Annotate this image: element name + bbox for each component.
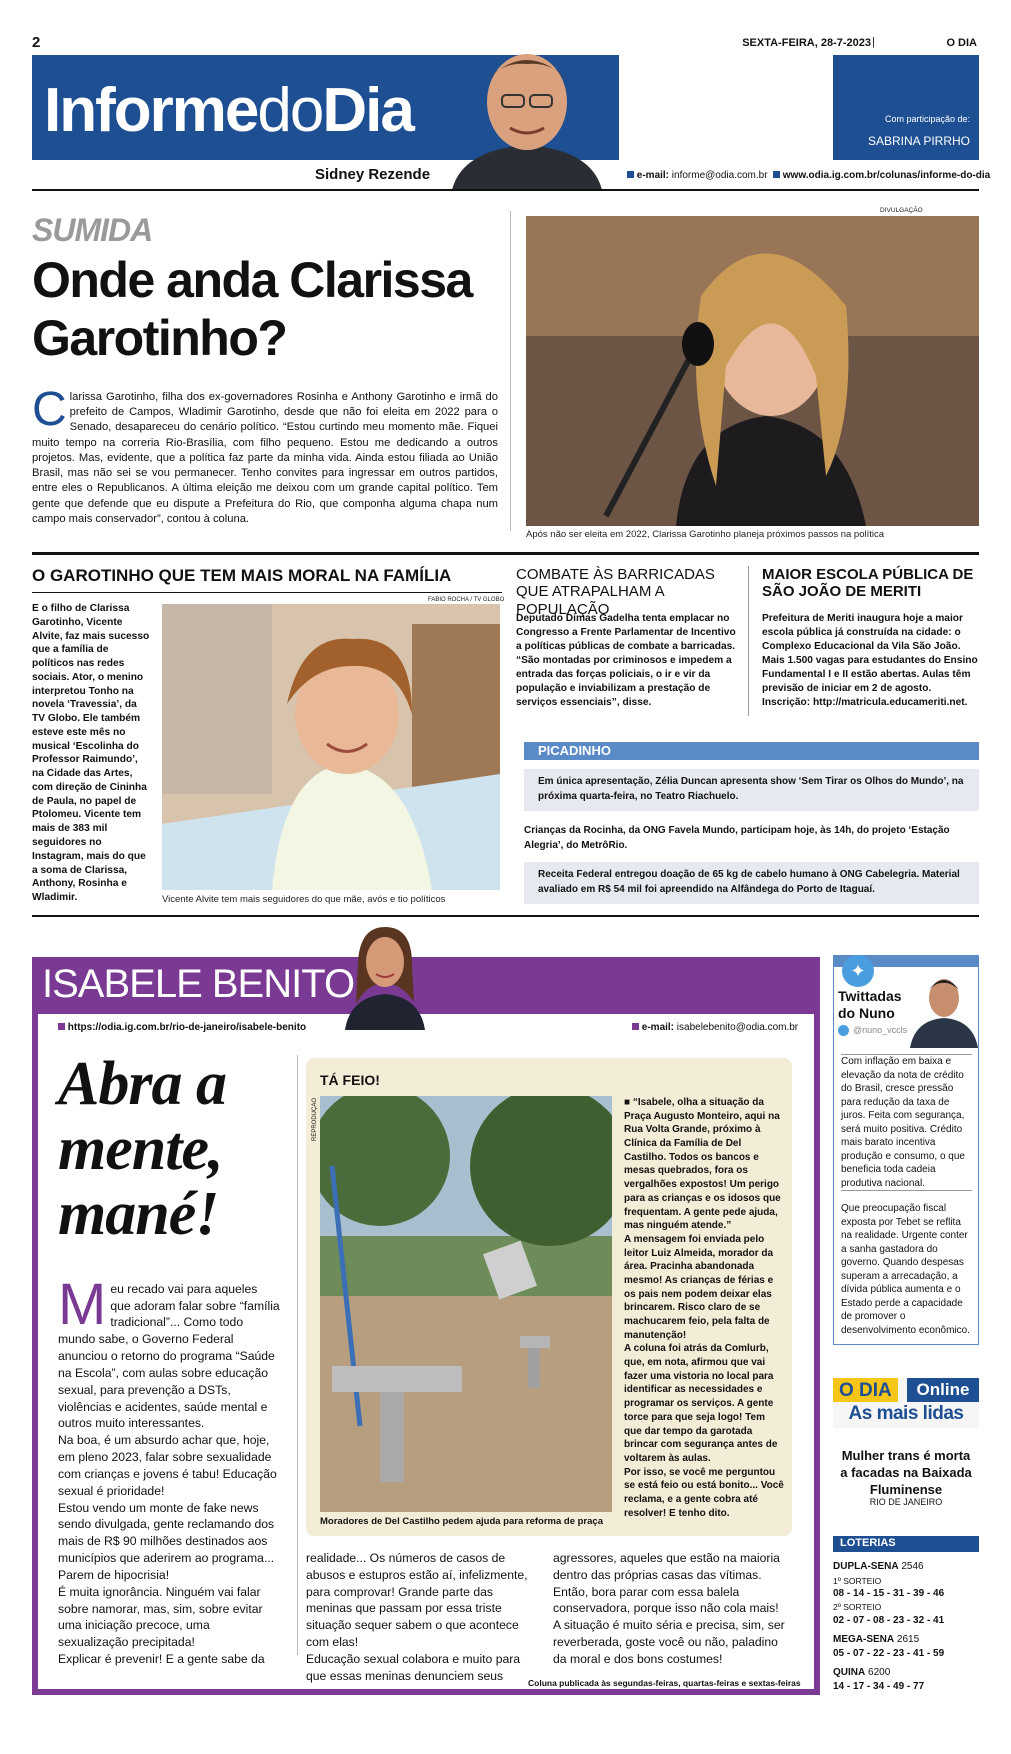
lead-title: Onde anda Clarissa Garotinho? bbox=[32, 252, 472, 366]
mega-name: MEGA-SENA bbox=[833, 1634, 895, 1646]
story2-rule bbox=[32, 592, 502, 593]
lottery-dupla bbox=[833, 1560, 979, 1693]
picadinho-item-1: Em única apresentação, Zélia Duncan apresenta show ‘Sem Tirar os Olhos do Mundo’, na próxima quarta-feira, no Teatro Riachuelo. bbox=[538, 776, 964, 802]
author-name: Sidney Rezende bbox=[315, 166, 431, 183]
isabele-headline: Abra a mente, mané! bbox=[58, 1050, 226, 1249]
lead-divider bbox=[510, 211, 511, 531]
header-email[interactable] bbox=[627, 170, 768, 181]
tafeio-title: TÁ FEIO! bbox=[320, 1072, 380, 1088]
dupla-s2-label: 2º SORTEIO bbox=[833, 1602, 882, 1613]
isabele-email-value: isabelebenito@odia.com.br bbox=[676, 1022, 799, 1033]
dupla-s1-label: 1º SORTEIO bbox=[833, 1575, 882, 1586]
quina-num: 6200 bbox=[868, 1667, 891, 1679]
loterias-title: LOTERIAS bbox=[840, 1537, 896, 1549]
lead-dropcap: C bbox=[32, 383, 67, 436]
picadinho-title: PICADINHO bbox=[538, 743, 611, 758]
lead-photo bbox=[526, 216, 979, 526]
tafeio-caption: Moradores de Del Castilho pedem ajuda para reforma de praça bbox=[320, 1516, 603, 1527]
twitter-p2: Que preocupação fiscal exposta por Tebet se reflita na realidade. Urgente conter a sanha gastadora do governo. Quando despesas superam a arrecadação, a dívida pública aumenta e o Estado perde a capacidade de promover o desenvolvimento econômico. bbox=[841, 1203, 970, 1336]
dupla-num: 2546 bbox=[901, 1561, 924, 1572]
dupla-name: DUPLA-SENA bbox=[833, 1561, 899, 1572]
twitter-p1: Com inflação em baixa e elevação da nota de crédito do Brasil, cresce pressão para redução da taxa de juros. Feita com segurança, será muito positiva. Crédito mais barato incentiva produção e consumo, o que beneficia toda cadeia produtiva nacional. bbox=[841, 1056, 965, 1189]
columnist-portrait bbox=[432, 40, 622, 190]
tafeio-photo bbox=[320, 1096, 612, 1512]
logo-part-a: Informe bbox=[44, 76, 258, 145]
separator: | bbox=[872, 36, 875, 48]
twitter-title-a: Twittadas bbox=[838, 988, 902, 1004]
isabele-dropcap: M bbox=[58, 1271, 107, 1337]
story3-body: Deputado Dimas Gadelha tenta emplacar no Congresso a Frente Parlamentar de Incentivo a políticas públicas de combate a barricadas. “São montadas por criminosos e impedem a entrada das forças policiais, o ir e vir da população e inviabilizam a prestação de serviços essenciais”, disse. bbox=[516, 613, 736, 708]
email-label: e-mail: bbox=[636, 170, 670, 181]
story2-photo bbox=[162, 604, 500, 890]
header-rule bbox=[32, 189, 979, 191]
online-place: RIO DE JANEIRO bbox=[869, 1497, 943, 1507]
story2-photo-credit: FABIO ROCHA / TV GLOBO bbox=[428, 597, 505, 603]
story3-title: COMBATE ÀS BARRICADAS QUE ATRAPALHAM A POPULAÇÃO bbox=[516, 566, 715, 618]
lead-caption: Após não ser eleita em 2022, Clarissa Garotinho planeja próximos passos na política bbox=[526, 529, 885, 540]
story2-title: O GAROTINHO QUE TEM MAIS MORAL NA FAMÍLIA bbox=[32, 566, 452, 585]
story3-divider bbox=[748, 566, 749, 716]
isabele-email-label: e-mail: bbox=[641, 1022, 675, 1033]
twitter-divider bbox=[841, 1190, 972, 1191]
story4-body: Prefeitura de Meriti inaugura hoje a maior escola pública já construída na cidade: o Complexo Educacional da Vila São João. Mais 1.500 vagas para estudantes do Ensino Fundamental I e II estão abertas. Aulas têm previsão de iniciar em 2 de agosto. Inscrição: http://matricula.educameriti.net. bbox=[762, 613, 978, 708]
logo-part-b: do bbox=[257, 76, 323, 145]
site-link: www.odia.ig.com.br/colunas/informe-do-dia bbox=[782, 170, 991, 181]
header-site[interactable] bbox=[773, 170, 990, 181]
quina-values: 14 - 17 - 34 - 49 - 77 bbox=[833, 1680, 925, 1692]
online-brand: O DIA bbox=[833, 1378, 898, 1402]
isabele-footer-note: Coluna publicada às segundas-feiras, quartas-feiras e sextas-feiras bbox=[528, 1678, 801, 1688]
verified-icon bbox=[838, 1025, 849, 1036]
picadinho-item-2: Crianças da Rocinha, da ONG Favela Mundo, participam hoje, às 14h, do projeto ‘Estação Alegria’, do MetrôRio. bbox=[524, 825, 950, 851]
lead-photo-credit: DIVULGAÇÃO bbox=[880, 207, 923, 214]
picadinho-item-3: Receita Federal entregou doação de 65 kg de cabelo humano à ONG Cabelegria. Material avaliado em R$ 54 mil foi apreendido na Alfândega do Porto de Itaguaí. bbox=[538, 869, 960, 895]
lead-body bbox=[32, 383, 498, 527]
dupla-s2-values: 02 - 07 - 08 - 23 - 32 - 41 bbox=[833, 1614, 945, 1626]
dupla-s1-values: 08 - 14 - 15 - 31 - 39 - 46 bbox=[833, 1587, 945, 1599]
isabele-site[interactable] bbox=[58, 1022, 306, 1033]
tafeio-text: ■ “Isabele, olha a situação da Praça Augusto Monteiro, aqui na Rua Volta Grande, próximo à Clínica da Família de Del Castilho. Todos os bancos e mesas quebrados, fora os vergalhões expostos! Um perigo para as crianças e os idosos que frequentam. A gente pede ajuda, mas ninguém atende.” A mensagem foi enviada pelo leitor Luiz Almeida, morador da área. Pracinha abandonada mesmo! As crianças de férias e os pais nem podem deixar elas brincarem. Risco claro de se machucarem feio, pela falta de manutenção! A coluna foi atrás da Comlurb, que, em nota, afirmou que vai fazer uma vistoria no local para identificar as necessidades e programar os serviços. A gente torce para que seja logo! Tem que dar tempo da garotada brincar com segurança antes de voltarem às aulas. Por isso, se você me perguntou se está feio ou está bonito... Você reclama, e a gente cobra até resolver! E tenho dito. bbox=[624, 1097, 784, 1519]
isabele-col1-text: eu recado vai para aqueles que adoram falar sobre “família tradicional”... Como todo mundo sabe, o Governo Federal anunciou o retorno do programa “Saúde na Escola”, com aulas sobre educação sexual, para prevenção a DSTs, violências e acidentes, saúde mental e outros muito interessantes. Na boa, é um absurdo achar que, hoje, em pleno 2023, falar sobre sexualidade com crianças e jovens é tabu! Educação sexual é prioridade! Estou vendo um monte de fake news sendo divulgada, gente reclamando dos mais de R$ 90 milhões destinados aos municípios que aderirem ao programa... Parem de hipocrisia! É muita ignorância. Ninguém vai falar sobre namorar, mas, sim, sobre evitar uma iniciação precoce, uma sexualização precipitada! Explicar é prevenir! E a gente sabe da bbox=[58, 1281, 280, 1667]
page-number: 2 bbox=[32, 34, 41, 51]
date-line: SEXTA-FEIRA, 28-7-2023 bbox=[742, 37, 871, 49]
lead-rule bbox=[32, 552, 979, 555]
twitter-bird-icon: ✦ bbox=[842, 955, 874, 987]
isabele-name: ISABELE BENITO bbox=[42, 962, 355, 1006]
isabele-col1 bbox=[58, 1264, 280, 1668]
isabele-col2: realidade... Os números de casos de abusos e estupros estão aí, infelizmente, para comprovar! Grande parte das meninas que passam por essa triste situação sequer sabem o que acontece com elas! Educação sexual colabora e muito para que essas meninas denunciem seus bbox=[306, 1551, 528, 1683]
logo-part-c: Dia bbox=[322, 76, 413, 145]
twitter-title-b: do Nuno bbox=[838, 1005, 895, 1021]
participation-label: Com participação de: bbox=[884, 114, 970, 124]
mid-rule bbox=[32, 915, 979, 917]
quina-name: QUINA bbox=[833, 1667, 866, 1679]
paper-name: O DIA bbox=[946, 37, 977, 49]
online-label: Online bbox=[907, 1378, 979, 1402]
lead-kicker: SUMIDA bbox=[32, 212, 153, 248]
email-value: informe@odia.com.br bbox=[671, 170, 768, 181]
tafeio-credit: REPRODUÇÃO bbox=[312, 1098, 318, 1142]
isabele-email[interactable] bbox=[632, 1022, 798, 1033]
online-subtitle: As mais lidas bbox=[848, 1403, 964, 1424]
story2-caption: Vicente Alvite tem mais seguidores do que mãe, avós e tio políticos bbox=[162, 894, 446, 905]
isabele-col-divider bbox=[297, 1055, 298, 1655]
online-headline[interactable]: Mulher trans é morta a facadas na Baixada Fluminense bbox=[840, 1448, 972, 1497]
twitter-avatar bbox=[910, 968, 978, 1048]
mega-num: 2615 bbox=[896, 1634, 920, 1646]
story4-title: MAIOR ESCOLA PÚBLICA DE SÃO JOÃO DE MERITI bbox=[762, 566, 974, 601]
twitter-handle[interactable]: @nuno_vccls bbox=[853, 1025, 908, 1035]
isabele-site-link: https://odia.ig.com.br/rio-de-janeiro/isabele-benito bbox=[67, 1022, 307, 1033]
participant-name: SABRINA PIRRHO bbox=[867, 134, 970, 148]
lead-text: larissa Garotinho, filha dos ex-governadores Rosinha e Anthony Garotinho e irmã do prefeito de Campos, Wladimir Garotinho, desde que não foi eleita em 2022 para o Senado, desapareceu do cenário político. “Estou curtindo meu momento mãe. Fiquei muito tempo na correria Rio-Brasília, com filho pequeno. Estou me dedicando a outros projetos. Mas, evidente, que a política faz parte da minha vida. Ainda estou filiada ao União Brasil, mas não sei se vou permanecer. Tenho convites para ingressar em outros partidos, entre eles o Republicanos. A última eleição me deixou com um grande capital político. Tem gente que defende que eu dispute a Prefeitura do Rio, que componha alguma chapa num campo mais conservador”, contou à coluna. bbox=[32, 391, 498, 525]
story2-body: E o filho de Clarissa Garotinho, Vicente Alvite, faz mais sucesso que a família de políticos nas redes sociais. Ator, o menino interpretou Tonho na novela ‘Travessia’, da TV Globo. Ele também esteve este mês no musical ‘Escolinha do Professor Raimundo’, na Cidade das Artes, com direção de Cininha de Paula, no papel de Ptolomeu. Vicente tem mais de 383 mil seguidores no Instagram, mais do que a soma de Clarissa, Anthony, Rosinha e Wladimir. bbox=[32, 603, 150, 904]
isabele-col3: agressores, aqueles que estão na maioria dentro das próprias casas das vítimas. Então, bora parar com essa balela conservadora, porque isso não cola mais! A situação é muito séria e precisa, sim, ser reverberada, goste você ou não, paladino da moral e dos bons costumes! bbox=[553, 1551, 785, 1666]
column-logo bbox=[44, 76, 413, 145]
mega-values: 05 - 07 - 22 - 23 - 41 - 59 bbox=[833, 1647, 945, 1659]
